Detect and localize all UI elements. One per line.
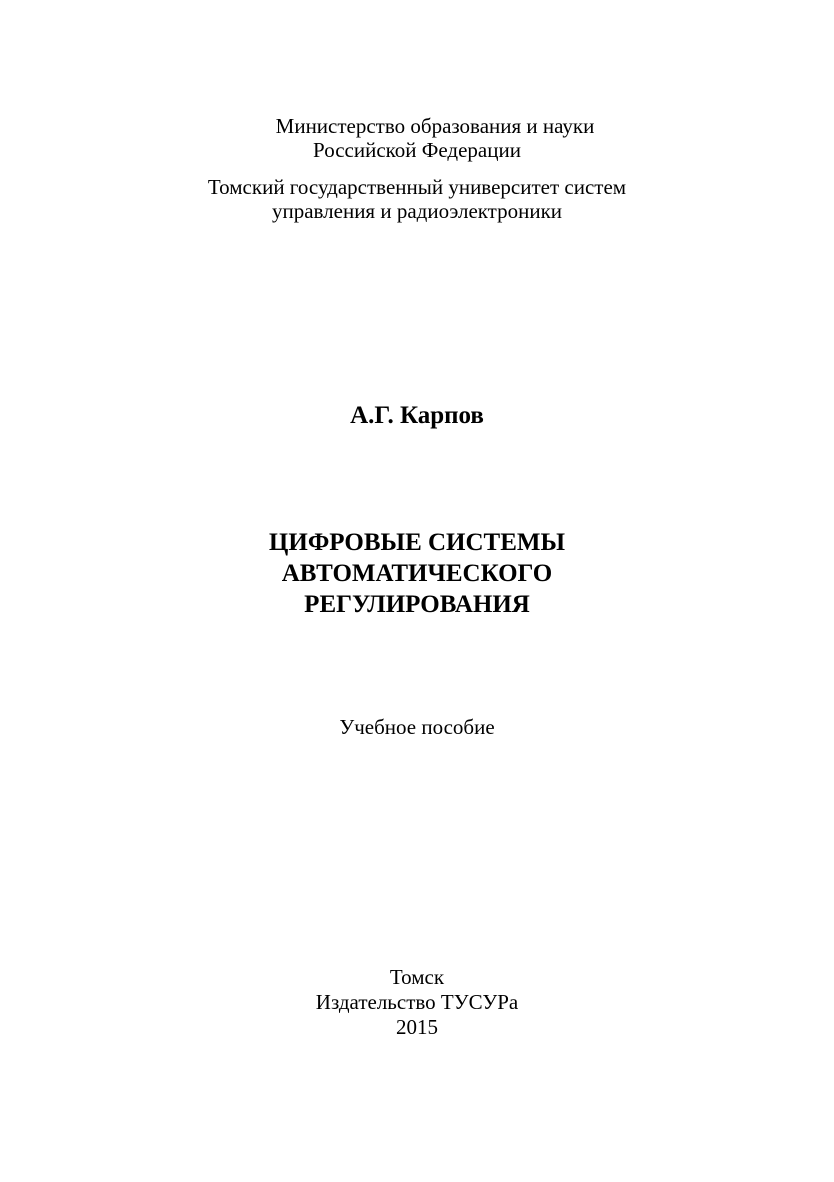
- publication-city: Томск: [389, 965, 445, 989]
- publisher-name: Издательство ТУСУРа: [315, 990, 519, 1014]
- publication-year: 2015: [396, 1015, 438, 1039]
- university-name-line-1: Томский государственный университет систем: [207, 175, 627, 199]
- book-title-line-3: РЕГУЛИРОВАНИЯ: [304, 591, 530, 618]
- ministry-name-line-1: Министерство образования и науки: [275, 114, 595, 138]
- book-title-line-1: ЦИФРОВЫЕ СИСТЕМЫ: [268, 529, 566, 556]
- ministry-name-line-2: Российской Федерации: [313, 138, 521, 162]
- university-name-line-2: управления и радиоэлектроники: [271, 199, 563, 223]
- document-type: Учебное пособие: [339, 715, 495, 739]
- author-name: А.Г. Карпов: [350, 402, 484, 429]
- book-title-line-2: АВТОМАТИЧЕСКОГО: [281, 560, 553, 587]
